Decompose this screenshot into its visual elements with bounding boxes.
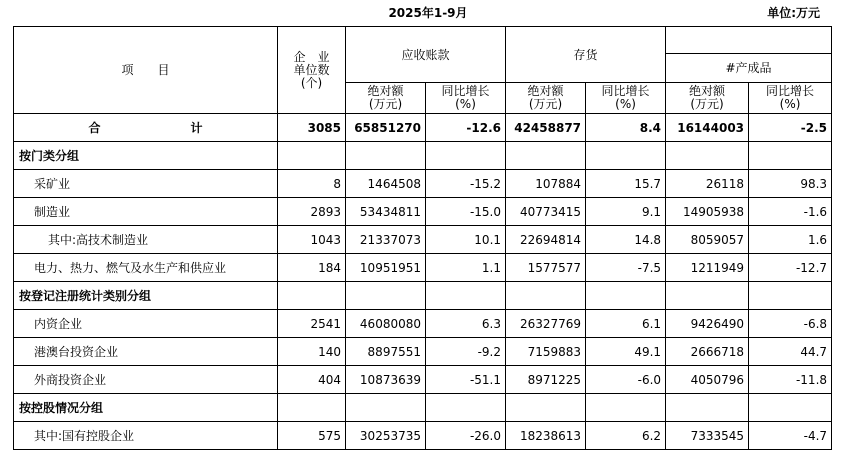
group-header-empty-cell	[426, 394, 506, 422]
row-label: 港澳台投资企业	[14, 338, 278, 366]
group-header-empty-cell	[426, 142, 506, 170]
cell-fg-yoy: -11.8	[749, 366, 832, 394]
group-header-empty-cell	[586, 394, 666, 422]
unit-label: 单位:万元	[767, 6, 820, 20]
group-header-empty-cell	[749, 282, 832, 310]
header-recv-yoy: 同比增长 (%)	[426, 83, 506, 114]
table-row	[14, 366, 832, 394]
cell-inv-abs: 8971225	[506, 366, 586, 394]
cell-recv-yoy: -26.0	[426, 422, 506, 450]
table-row	[14, 338, 832, 366]
cell-inv-yoy: 14.8	[586, 226, 666, 254]
total-inv-abs: 42458877	[506, 114, 586, 142]
group-header-empty-cell	[278, 282, 346, 310]
cell-inv-abs: 26327769	[506, 310, 586, 338]
cell-units: 1043	[278, 226, 346, 254]
group-header-empty-cell	[506, 142, 586, 170]
cell-recv-abs: 53434811	[346, 198, 426, 226]
cell-units: 404	[278, 366, 346, 394]
total-row	[14, 114, 832, 142]
group-header-row	[14, 282, 832, 310]
table-row	[14, 310, 832, 338]
cell-inv-yoy: 6.2	[586, 422, 666, 450]
cell-fg-yoy: 98.3	[749, 170, 832, 198]
cell-inv-yoy: 9.1	[586, 198, 666, 226]
header-units-count	[278, 27, 346, 114]
cell-recv-abs: 46080080	[346, 310, 426, 338]
report-period: 2025年1-9月	[388, 6, 468, 20]
cell-fg-abs: 7333545	[666, 422, 749, 450]
cell-fg-abs: 4050796	[666, 366, 749, 394]
group-title: 按登记注册统计类别分组	[14, 282, 278, 310]
cell-inv-yoy: 6.1	[586, 310, 666, 338]
header-receivables: 应收账款	[346, 27, 506, 83]
header-inv-yoy: 同比增长 (%)	[586, 83, 666, 114]
cell-inv-yoy: -7.5	[586, 254, 666, 282]
cell-fg-yoy: -4.7	[749, 422, 832, 450]
cell-fg-yoy: -1.6	[749, 198, 832, 226]
cell-units: 2893	[278, 198, 346, 226]
cell-fg-abs: 8059057	[666, 226, 749, 254]
group-header-empty-cell	[586, 282, 666, 310]
cell-inv-abs: 1577577	[506, 254, 586, 282]
row-label: 采矿业	[14, 170, 278, 198]
header-inventory: 存货	[506, 27, 666, 83]
group-header-empty-cell	[346, 282, 426, 310]
cell-fg-abs: 26118	[666, 170, 749, 198]
group-header-empty-cell	[346, 142, 426, 170]
total-fg-yoy: -2.5	[749, 114, 832, 142]
total-inv-yoy: 8.4	[586, 114, 666, 142]
group-header-empty-cell	[666, 282, 749, 310]
cell-fg-abs: 2666718	[666, 338, 749, 366]
total-recv-abs: 65851270	[346, 114, 426, 142]
cell-recv-abs: 21337073	[346, 226, 426, 254]
table-row	[14, 198, 832, 226]
cell-units: 2541	[278, 310, 346, 338]
cell-inv-abs: 18238613	[506, 422, 586, 450]
row-label: 外商投资企业	[14, 366, 278, 394]
group-header-empty-cell	[506, 282, 586, 310]
group-header-empty-cell	[426, 282, 506, 310]
row-label: 制造业	[14, 198, 278, 226]
cell-recv-yoy: 1.1	[426, 254, 506, 282]
cell-fg-abs: 14905938	[666, 198, 749, 226]
group-header-row	[14, 142, 832, 170]
cell-inv-abs: 40773415	[506, 198, 586, 226]
group-header-empty-cell	[749, 142, 832, 170]
table-row	[14, 254, 832, 282]
cell-recv-yoy: -9.2	[426, 338, 506, 366]
header-inv-abs: 绝对额 (万元)	[506, 83, 586, 114]
cell-recv-abs: 8897551	[346, 338, 426, 366]
cell-recv-yoy: -15.0	[426, 198, 506, 226]
cell-fg-yoy: 44.7	[749, 338, 832, 366]
cell-inv-yoy: 15.7	[586, 170, 666, 198]
header-fg-yoy: 同比增长 (%)	[749, 83, 832, 114]
cell-fg-yoy: -6.8	[749, 310, 832, 338]
cell-recv-yoy: -51.1	[426, 366, 506, 394]
group-header-empty-cell	[278, 394, 346, 422]
table-row	[14, 170, 832, 198]
cell-fg-abs: 1211949	[666, 254, 749, 282]
cell-fg-abs: 9426490	[666, 310, 749, 338]
cell-inv-yoy: -6.0	[586, 366, 666, 394]
cell-recv-abs: 1464508	[346, 170, 426, 198]
cell-recv-yoy: 10.1	[426, 226, 506, 254]
cell-inv-yoy: 49.1	[586, 338, 666, 366]
header-units-count-text: 企 业 单位数 (个)	[293, 49, 330, 90]
table-row	[14, 422, 832, 450]
total-units: 3085	[278, 114, 346, 142]
group-header-empty-cell	[586, 142, 666, 170]
header-finished-goods: #产成品	[666, 54, 832, 83]
group-header-row	[14, 394, 832, 422]
cell-fg-yoy: -12.7	[749, 254, 832, 282]
group-header-empty-cell	[749, 394, 832, 422]
header-recv-abs: 绝对额 (万元)	[346, 83, 426, 114]
total-label: 合 计	[14, 114, 278, 142]
row-label: 其中:国有控股企业	[14, 422, 278, 450]
cell-inv-abs: 22694814	[506, 226, 586, 254]
group-title: 按门类分组	[14, 142, 278, 170]
cell-inv-abs: 7159883	[506, 338, 586, 366]
cell-recv-yoy: 6.3	[426, 310, 506, 338]
group-header-empty-cell	[278, 142, 346, 170]
cell-recv-abs: 10873639	[346, 366, 426, 394]
cell-recv-abs: 30253735	[346, 422, 426, 450]
group-header-empty-cell	[506, 394, 586, 422]
cell-recv-abs: 10951951	[346, 254, 426, 282]
group-header-empty-cell	[346, 394, 426, 422]
total-recv-yoy: -12.6	[426, 114, 506, 142]
cell-units: 575	[278, 422, 346, 450]
cell-units: 8	[278, 170, 346, 198]
group-header-empty-cell	[666, 142, 749, 170]
cell-inv-abs: 107884	[506, 170, 586, 198]
cell-fg-yoy: 1.6	[749, 226, 832, 254]
group-header-empty-cell	[666, 394, 749, 422]
cell-recv-yoy: -15.2	[426, 170, 506, 198]
header-item: 项 目	[14, 27, 278, 114]
table-row	[14, 226, 832, 254]
row-label: 内资企业	[14, 310, 278, 338]
header-blank	[666, 27, 832, 54]
cell-units: 184	[278, 254, 346, 282]
statistics-table	[13, 26, 832, 450]
cell-units: 140	[278, 338, 346, 366]
row-label: 其中:高技术制造业	[14, 226, 278, 254]
row-label: 电力、热力、燃气及水生产和供应业	[14, 254, 278, 282]
total-fg-abs: 16144003	[666, 114, 749, 142]
group-title: 按控股情况分组	[14, 394, 278, 422]
header-fg-abs: 绝对额 (万元)	[666, 83, 749, 114]
